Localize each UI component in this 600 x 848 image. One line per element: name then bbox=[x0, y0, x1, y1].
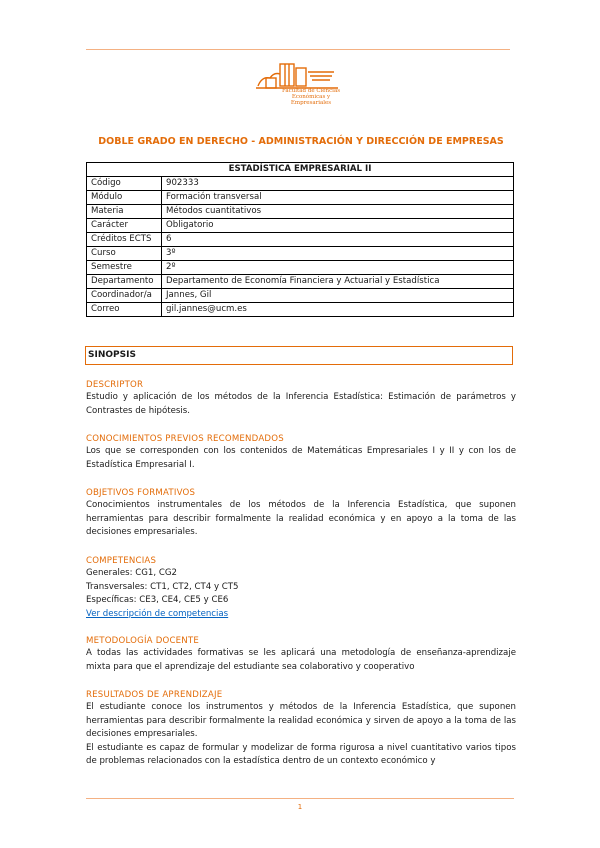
objetivos-heading: OBJETIVOS FORMATIVOS bbox=[86, 488, 196, 498]
competencias-especificas: Específicas: CE3, CE4, CE5 y CE6 bbox=[86, 595, 229, 605]
competencias-generales: Generales: CG1, CG2 bbox=[86, 568, 177, 578]
table-title-row bbox=[87, 163, 514, 177]
table-row bbox=[87, 303, 514, 317]
row-label: Créditos ECTS bbox=[87, 233, 162, 247]
row-label: Materia bbox=[87, 205, 162, 219]
objetivos-section bbox=[86, 487, 516, 540]
descriptor-section bbox=[86, 379, 516, 418]
table-row bbox=[87, 219, 514, 233]
row-label: Carácter bbox=[87, 219, 162, 233]
row-value: Jannes, Gil bbox=[162, 289, 514, 303]
row-value: 902333 bbox=[162, 177, 514, 191]
competencias-heading: COMPETENCIAS bbox=[86, 556, 157, 566]
descriptor-heading: DESCRIPTOR bbox=[86, 380, 144, 390]
row-label: Correo bbox=[87, 303, 162, 317]
table-row bbox=[87, 191, 514, 205]
table-row bbox=[87, 177, 514, 191]
footer-rule bbox=[86, 798, 514, 799]
competencias-transversales: Transversales: CT1, CT2, CT4 y CT5 bbox=[86, 581, 239, 592]
previos-text: Los que se corresponden con los contenidos de Matemáticas Empresariales I y II y con los de Estadística Empresarial I. bbox=[86, 446, 516, 470]
degree-title: DOBLE GRADO EN DERECHO - ADMINISTRACIÓN Y DIRECCIÓN DE EMPRESAS bbox=[98, 136, 504, 147]
competencias-section bbox=[86, 555, 516, 621]
resultados-heading: RESULTADOS DE APRENDIZAJE bbox=[86, 690, 223, 700]
row-value: Departamento de Economía Financiera y Actuarial y Estadística bbox=[162, 275, 514, 289]
sinopsis-header: SINOPSIS bbox=[85, 346, 513, 365]
metodologia-section bbox=[86, 635, 516, 674]
competencias-link[interactable]: Ver descripción de competencias bbox=[86, 608, 229, 619]
row-value: gil.jannes@ucm.es bbox=[162, 303, 514, 317]
logo-text: Facultad de Ciencias Económicas y Empresariales bbox=[281, 88, 341, 106]
row-label: Semestre bbox=[87, 261, 162, 275]
row-label: Código bbox=[87, 177, 162, 191]
table-row bbox=[87, 247, 514, 261]
resultados-section bbox=[86, 689, 516, 769]
resultados-text-2: El estudiante es capaz de formular y modelizar de forma rigurosa a nivel cuantitativo varios tipos de problemas relacionados con la estadística dentro de un contexto económico y bbox=[86, 742, 516, 766]
metodologia-heading: METODOLOGÍA DOCENTE bbox=[86, 636, 200, 646]
table-row bbox=[87, 289, 514, 303]
page-number: 1 bbox=[297, 803, 303, 811]
table-row bbox=[87, 261, 514, 275]
row-value: Métodos cuantitativos bbox=[162, 205, 514, 219]
row-value: 3º bbox=[162, 247, 514, 261]
header-rule bbox=[86, 49, 510, 50]
resultados-text-1: El estudiante conoce los instrumentos y métodos de la Inferencia Estadística, que suponen herramientas para describir formalmente la realidad económica y sirven de apoyo a la toma de las decisiones empresariales. bbox=[86, 702, 516, 739]
row-value: 6 bbox=[162, 233, 514, 247]
previos-heading: CONOCIMIENTOS PREVIOS RECOMENDADOS bbox=[86, 434, 284, 444]
table-row bbox=[87, 275, 514, 289]
row-value: Formación transversal bbox=[162, 191, 514, 205]
row-label: Curso bbox=[87, 247, 162, 261]
row-value: Obligatorio bbox=[162, 219, 514, 233]
row-label: Departamento bbox=[87, 275, 162, 289]
metodologia-text: A todas las actividades formativas se les aplicará una metodología de enseñanza-aprendizaje mixta para que el aprendizaje del estudiante sea colaborativo y cooperativo bbox=[86, 648, 516, 672]
table-row bbox=[87, 205, 514, 219]
previos-section bbox=[86, 433, 516, 472]
row-label: Módulo bbox=[87, 191, 162, 205]
descriptor-text: Estudio y aplicación de los métodos de la Inferencia Estadística: Estimación de parámetros y Contrastes de hipótesis. bbox=[86, 392, 516, 416]
row-value: 2º bbox=[162, 261, 514, 275]
course-info-table bbox=[86, 162, 514, 317]
course-title: ESTADÍSTICA EMPRESARIAL II bbox=[87, 163, 514, 177]
objetivos-text: Conocimientos instrumentales de los métodos de la Inferencia Estadística, que suponen herramientas para describir formalmente la realidad económica y en apoyo a la toma de las decisiones empresariales. bbox=[86, 500, 516, 537]
row-label: Coordinador/a bbox=[87, 289, 162, 303]
table-row bbox=[87, 233, 514, 247]
